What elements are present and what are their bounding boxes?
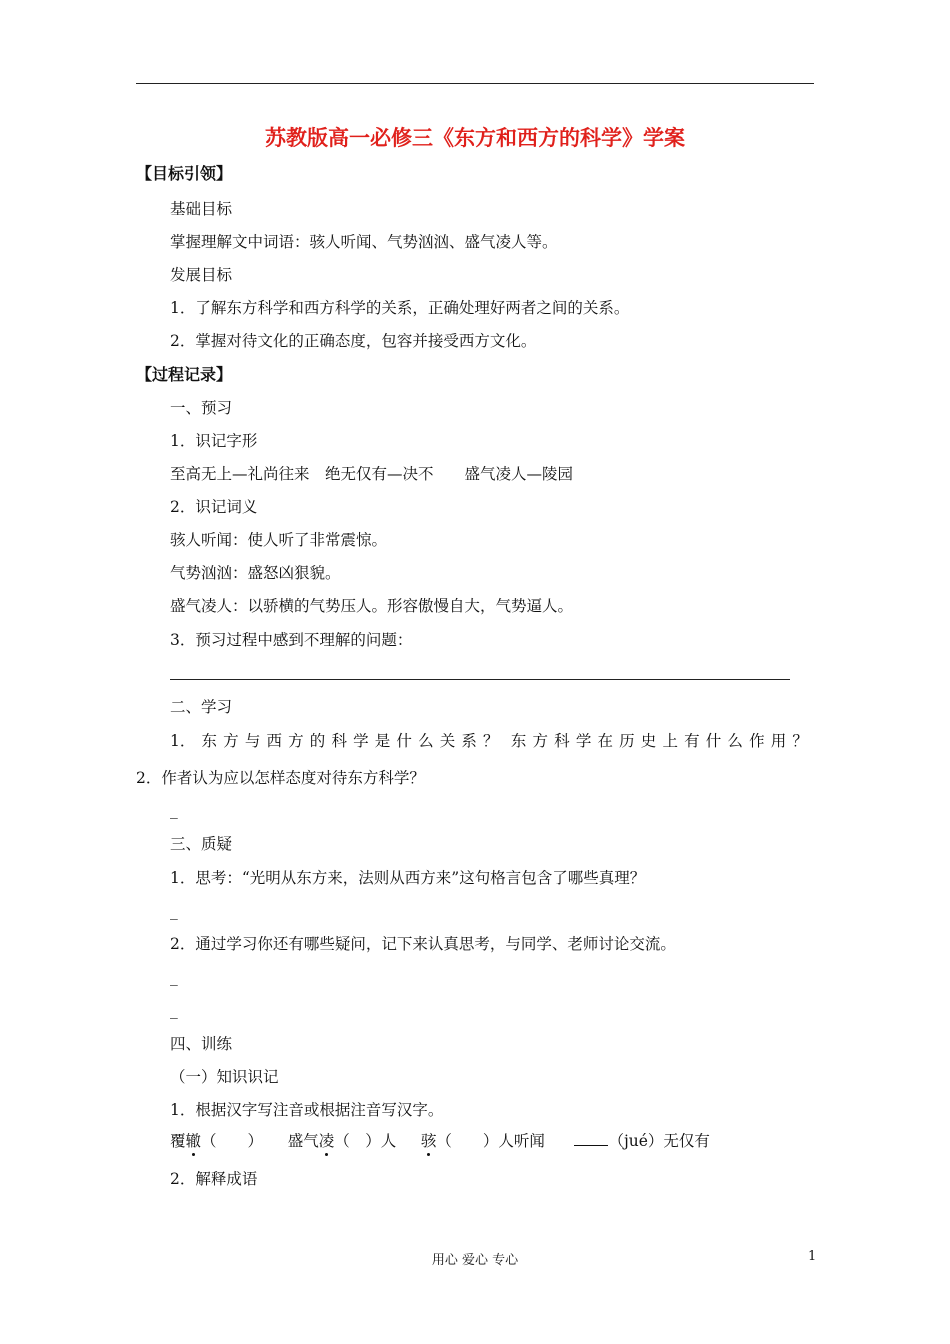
exercise-b: 盛气凌（ ）人 [288, 1132, 397, 1150]
study-q1-char: 么 [418, 732, 434, 750]
study-q1-char: 东 [510, 732, 527, 750]
blank-answer: _ [170, 1001, 178, 1019]
study-q1-char: 系 [461, 732, 477, 750]
preview-item-1: 1．识记字形 [170, 432, 258, 450]
study-q1-char: 作 [749, 732, 765, 750]
process-heading: 【过程记录】 [136, 365, 233, 384]
study-q1-char: ？ [792, 732, 808, 750]
study-q1-char: 学 [353, 732, 369, 750]
definition-2: 气势汹汹：盛怒凶狠貌。 [170, 564, 341, 582]
study-q1-char: 什 [396, 732, 412, 750]
study-q1-char: 史 [640, 732, 657, 750]
question-2: 2．通过学习你还有哪些疑问，记下来认真思考，与同学、老师讨论交流。 [170, 935, 676, 953]
blank-answer: _ [170, 968, 178, 986]
training-item-1: 1．根据汉字写注音或根据注音写汉字。 [170, 1101, 444, 1119]
study-q1-char: 方 [223, 732, 239, 750]
develop-goal-1: 1．了解东方科学和西方科学的关系，正确处理好两者之间的关系。 [170, 299, 630, 317]
study-q1-char: 西 [266, 732, 282, 750]
answer-line [170, 679, 790, 680]
study-q1-char: 的 [309, 732, 326, 750]
header-rule [136, 83, 814, 84]
preview-item-1-text: 至高无上—礼尚往来 绝无仅有—决不 盛气凌人—陵园 [170, 465, 574, 483]
study-q1-char: ？ [483, 732, 499, 750]
preview-item-2: 2．识记词义 [170, 498, 258, 516]
exercise-c: 骇（ ）人听闻 [421, 1132, 545, 1150]
blank-answer: _ [170, 902, 178, 920]
study-q1-char: 科 [554, 732, 570, 750]
study-q1-char: 东 [201, 732, 218, 750]
training-label: 四、训练 [170, 1035, 233, 1053]
study-q1-char: 上 [662, 732, 678, 750]
develop-goal-2: 2．掌握对待文化的正确态度，包容并接受西方文化。 [170, 332, 537, 350]
basic-goal-label: 基础目标 [170, 200, 233, 218]
question-1: 1．思考：“光明从东方来，法则从西方来”这句格言包含了哪些真理？ [170, 869, 646, 887]
training-item-2: 2．解释成语 [170, 1170, 258, 1188]
study-q1-char: 学 [575, 732, 592, 750]
study-q1-char: 1． [170, 732, 196, 750]
study-q1-char: 什 [705, 732, 722, 750]
study-label: 二、学习 [170, 698, 233, 716]
study-q1-char: 么 [727, 732, 743, 750]
page-number: 1 [808, 1249, 817, 1264]
basic-goal-text: 掌握理解文中词语：骇人听闻、气势汹汹、盛气凌人等。 [170, 233, 558, 251]
study-q1-char: 科 [331, 732, 347, 750]
preview-label: 一、预习 [170, 399, 233, 417]
study-q1-char: 在 [597, 732, 613, 750]
study-q1-char: 关 [439, 732, 456, 750]
page-footer: 用心 爱心 专心 [431, 1253, 519, 1268]
study-q1-char: 方 [288, 732, 304, 750]
definition-1: 骇人听闻：使人听了非常震惊。 [170, 531, 388, 549]
preview-item-3: 3．预习过程中感到不理解的问题： [170, 631, 413, 649]
study-q1-char: 历 [619, 732, 635, 750]
study-question-2: 2．作者认为应以怎样态度对待东方科学？ [136, 769, 425, 787]
study-q1-char: 有 [684, 732, 700, 750]
goals-heading: 【目标引领】 [136, 164, 233, 183]
definition-3: 盛气凌人：以骄横的气势压人。形容傲慢自大，气势逼人。 [170, 597, 574, 615]
study-q1-char: 是 [374, 732, 391, 750]
pinyin-exercise-row [170, 1129, 710, 1151]
develop-goal-label: 发展目标 [170, 266, 233, 284]
question-label: 三、质疑 [170, 835, 233, 853]
training-subsection: （一）知识识记 [170, 1068, 279, 1086]
study-q1-char: 方 [532, 732, 549, 750]
study-question-1 [170, 729, 808, 751]
study-q1-char: 用 [770, 732, 787, 750]
blank-answer: _ [170, 801, 178, 819]
document-title: 苏教版高一必修三《东方和西方的科学》学案 [265, 126, 685, 150]
study-q1-char: 与 [244, 732, 261, 750]
exercise-d: （jué）无仅有 [574, 1132, 709, 1150]
exercise-a: 覆辙（ ） [170, 1132, 263, 1150]
